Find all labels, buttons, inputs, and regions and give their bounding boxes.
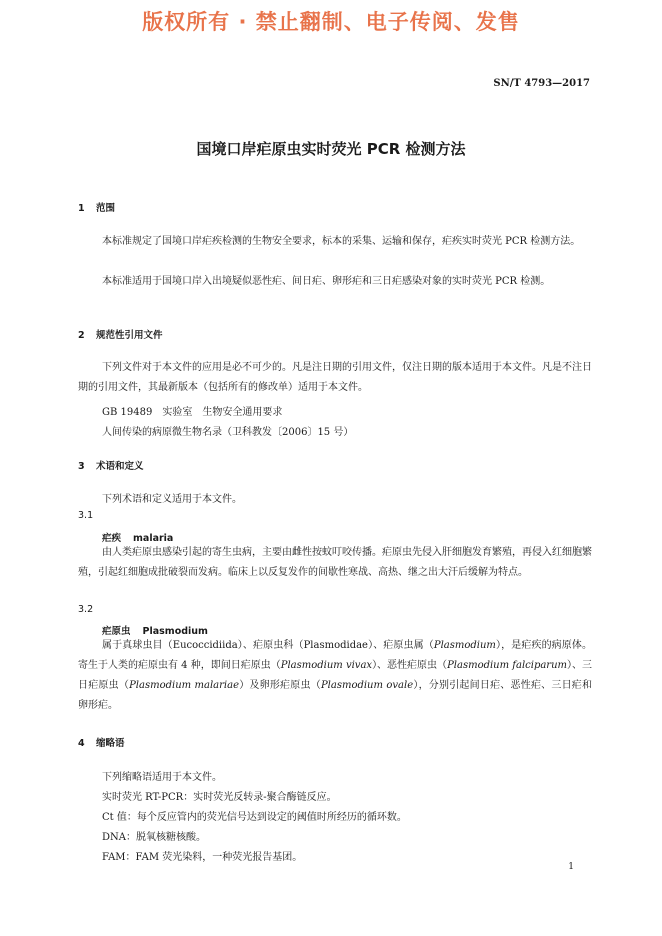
section-2-heading: [78, 327, 163, 341]
term-3-2-number: 3.2: [78, 604, 94, 615]
definition-text: ），是疟疾的病原体。寄生于人类的疟原虫有 4 种，即间日疟原虫（: [78, 640, 593, 671]
section-4-heading: [78, 735, 125, 749]
term-chinese: 疟疾: [102, 533, 122, 544]
species-name: Plasmodium falciparum: [447, 660, 568, 671]
copyright-watermark: 版权所有 · 禁止翻制、电子传阅、发售: [142, 10, 520, 34]
reference-pathogen-list: 人间传染的病原微生物名录（卫科教发〔2006〕15 号）: [102, 427, 354, 438]
species-name: Plasmodium malariae: [129, 680, 239, 691]
abbreviation-ct-value: Ct 值：每个反应管内的荧光信号达到设定的阈值时所经历的循环数。: [102, 812, 407, 823]
section-title: 缩略语: [96, 738, 125, 749]
standard-code: SN/T 4793—2017: [493, 78, 590, 89]
section-1-paragraph-1: 本标准规定了国境口岸疟疾检测的生物安全要求，标本的采集、运输和保存，疟疾实时荧光 PCR 检测方法。: [102, 236, 581, 247]
section-2-paragraph-1: 下列文件对于本文件的应用是必不可少的。凡是注日期的引用文件，仅注日期的版本适用于本文件。凡是不注日期的引用文件，其最新版本（包括所有的修改单）适用于本文件。: [78, 362, 592, 393]
page-number: 1: [568, 862, 574, 872]
term-english: Plasmodium: [142, 626, 208, 637]
term-english: malaria: [133, 533, 174, 544]
abbreviation-fam: FAM：FAM 荧光染料，一种荧光报告基团。: [102, 852, 303, 863]
section-4-intro: 下列缩略语适用于本文件。: [102, 772, 222, 783]
definition-text: ）、恶性疟原虫（: [372, 660, 448, 671]
definition-text: ）及卵形疟原虫（: [238, 680, 321, 691]
section-number: 3: [78, 461, 85, 472]
term-3-1-definition: 由人类疟原虫感染引起的寄生虫病，主要由雌性按蚊叮咬传播。疟原虫先侵入肝细胞发育繁殖，再侵入红细胞繁殖，引起红细胞成批破裂而发病。临床上以反复发作的间歇性寒战、高热、继之出大汗后缓解为特点。: [78, 547, 592, 578]
term-3-1-name: [102, 530, 173, 544]
term-3-2-definition: [78, 636, 592, 716]
species-name: Plasmodium: [433, 640, 496, 651]
section-title: 规范性引用文件: [96, 330, 163, 341]
section-title: 术语和定义: [96, 461, 144, 472]
definition-text: ），分别引起间日疟、恶性疟、三日疟和卵形疟。: [78, 680, 593, 711]
section-3-intro: 下列术语和定义适用于本文件。: [102, 494, 242, 505]
species-name: Plasmodium vivax: [280, 660, 373, 671]
section-1-paragraph-2: 本标准适用于国境口岸入出境疑似恶性疟、间日疟、卵形疟和三日疟感染对象的实时荧光 PCR 检测。: [102, 276, 551, 287]
definition-text: ）、三日疟原虫（: [78, 660, 593, 691]
term-chinese: 疟原虫: [102, 626, 131, 637]
section-1-heading: [78, 200, 115, 214]
species-name: Plasmodium ovale: [320, 680, 414, 691]
section-number: 2: [78, 330, 85, 341]
reference-gb19489: GB 19489 实验室 生物安全通用要求: [102, 407, 283, 418]
section-number: 4: [78, 738, 85, 749]
section-3-heading: [78, 458, 144, 472]
definition-text: 属于真球虫目（Eucoccidiida）、疟原虫科（Plasmodidae）、疟原虫属（: [102, 640, 434, 651]
abbreviation-dna: DNA：脱氧核糖核酸。: [102, 832, 206, 843]
term-3-2-name: [102, 623, 208, 637]
term-3-1-number: 3.1: [78, 510, 94, 521]
section-number: 1: [78, 203, 85, 214]
abbreviation-rt-pcr: 实时荧光 RT-PCR：实时荧光反转录-聚合酶链反应。: [102, 792, 337, 803]
section-title: 范围: [96, 203, 116, 214]
document-title: 国境口岸疟原虫实时荧光 PCR 检测方法: [196, 140, 466, 158]
